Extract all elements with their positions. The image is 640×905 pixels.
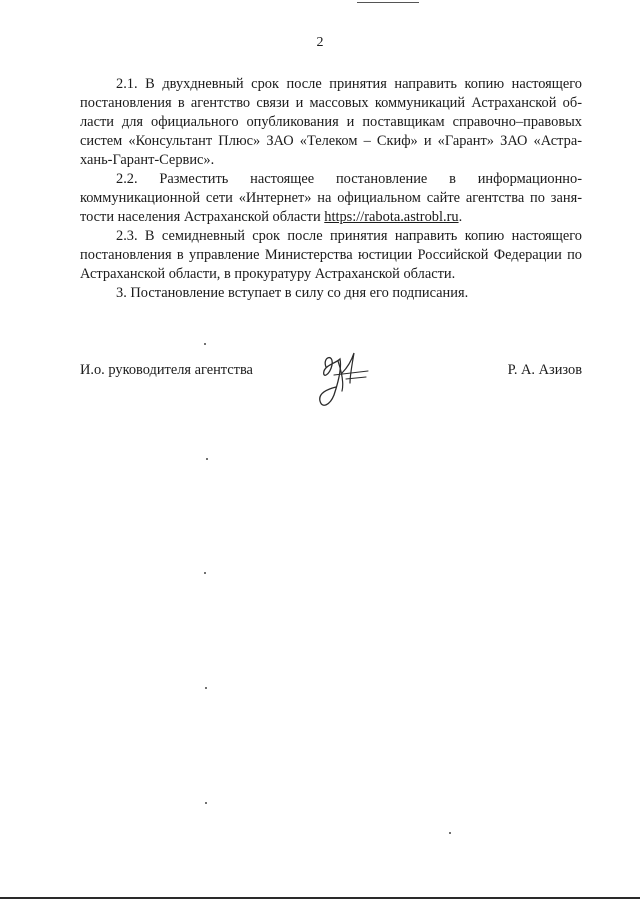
scan-speck [204, 572, 206, 574]
scan-speck [449, 832, 451, 834]
handwritten-signature [312, 349, 376, 415]
paragraph-2-1-line-3: ласти для официального опубликования и поставщикам справочно–правовых [80, 114, 582, 130]
paragraph-2-2-line-2: коммуникационной сети «Интернет» на официальном сайте агентства по заня- [80, 190, 582, 206]
signatory-name: Р. А. Азизов [507, 362, 582, 378]
paragraph-2-1-line-4: систем «Консультант Плюс» ЗАО «Телеком – Скиф» и «Гарант» ЗАО «Астра- [80, 133, 582, 149]
signature-block [80, 357, 582, 417]
paragraph-2-2-line-3-text: тости населения Астраханской области [80, 209, 325, 225]
agency-website-link[interactable]: https://rabota.astrobl.ru [324, 209, 459, 225]
paragraph-2-2-line-3 [80, 208, 582, 227]
top-edge-rule [357, 2, 419, 3]
paragraph-2-1-line-2: постановления в агентство связи и массовых коммуникаций Астраханской об- [80, 95, 582, 111]
scan-speck [204, 343, 206, 345]
paragraph-2-3-line-1: 2.3. В семидневный срок после принятия направить копию настоящего [116, 228, 582, 244]
paragraph-3: 3. Постановление вступает в силу со дня его подписания. [116, 285, 469, 301]
signatory-position: И.о. руководителя агентства [80, 362, 253, 378]
scan-speck [205, 687, 207, 689]
bottom-edge-rule [0, 897, 640, 899]
document-body [80, 75, 582, 303]
scan-speck [205, 802, 207, 804]
paragraph-2-3-line-2: постановления в управление Министерства юстиции Российской Федерации по [80, 247, 582, 263]
paragraph-2-3-line-3: Астраханской области, в прокуратуру Астраханской области. [80, 266, 456, 282]
paragraph-2-2-line-3-end: . [458, 209, 463, 225]
paragraph-2-1-line-1: 2.1. В двухдневный срок после принятия направить копию настоящего [116, 76, 582, 92]
page-number: 2 [316, 35, 324, 50]
paragraph-2-1-line-5: хань-Гарант-Сервис». [80, 152, 215, 168]
paragraph-2-2-line-1: 2.2. Разместить настоящее постановление в информационно- [116, 171, 582, 187]
scan-speck [206, 458, 208, 460]
